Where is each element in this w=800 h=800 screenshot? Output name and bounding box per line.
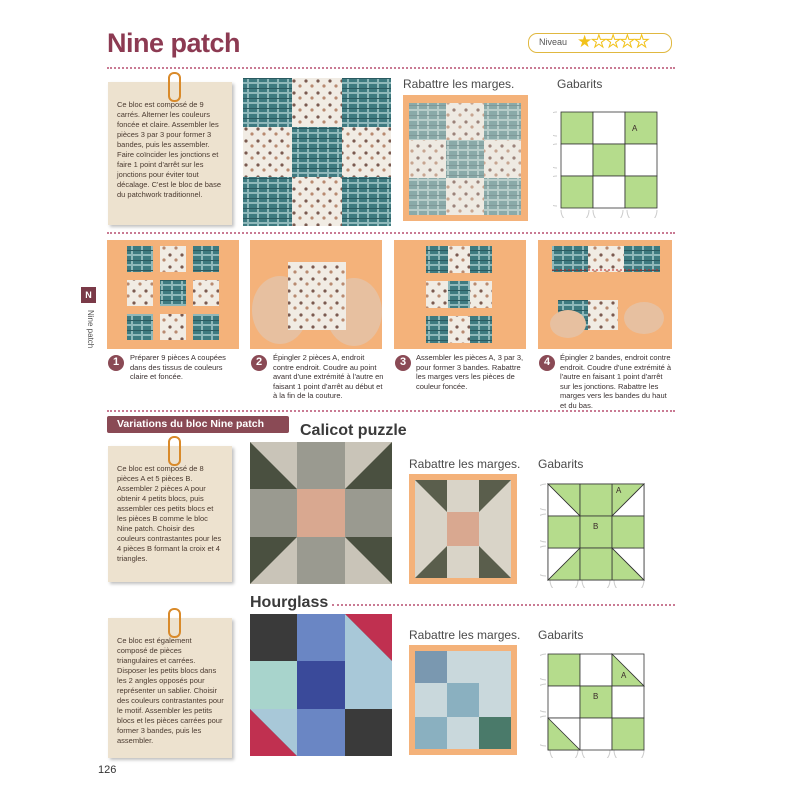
hourglass-note-text: Ce bloc est également composé de pièces triangulaires et carrées. Disposer les petits blocs dans les 2 angles opposés pour représenter un sablier. Choisir des couleurs contrastantes pour le motif. Assembler les petits blocs et les pièces carrées pour former 3 bandes, puis les assembler. [117, 636, 224, 745]
nine-patch-note [108, 82, 232, 225]
divider [107, 67, 675, 69]
nine-patch-block-photo [243, 78, 391, 226]
page-number: 126 [98, 764, 117, 776]
nine-patch-gabarit-diagram [553, 106, 665, 218]
hourglass-note [108, 618, 232, 758]
nine-patch-back-photo [403, 95, 528, 221]
nine-patch-rabattre-label: Rabattre les marges. [403, 77, 515, 91]
gabarit-label-a: A [632, 124, 638, 133]
divider [107, 410, 675, 412]
step-4-photo [538, 240, 672, 349]
calicot-gabarit-label-b: B [593, 522, 599, 531]
paperclip-icon [168, 72, 181, 102]
star-empty-icon: ★ [634, 32, 649, 51]
nine-patch-gabarits-label: Gabarits [557, 77, 603, 91]
step-3-photo [394, 240, 526, 349]
side-tab-text: Nine patch [86, 310, 95, 349]
calicot-back-photo [409, 474, 517, 584]
step-2-photo [250, 240, 382, 349]
calicot-block-photo [250, 442, 392, 584]
calicot-gabarit-diagram [540, 476, 652, 588]
hourglass-rabattre-label: Rabattre les marges. [409, 628, 521, 642]
star-empty-icon: ★ [619, 32, 634, 51]
calicot-gabarit-label-a: A [616, 486, 622, 495]
hourglass-gabarit-label-b: B [593, 692, 599, 701]
divider [107, 232, 675, 234]
calicot-gabarits-label: Gabarits [538, 457, 584, 471]
step-3-number: 3 [399, 356, 407, 368]
divider [332, 604, 675, 606]
hourglass-gabarit-label-a: A [621, 671, 627, 680]
variations-banner: Variations du bloc Nine patch [107, 416, 289, 433]
calicot-title: Calicot puzzle [300, 422, 407, 439]
calicot-rabattre-label: Rabattre les marges. [409, 457, 521, 471]
step-1-photo [107, 240, 239, 349]
step-4-number: 4 [543, 356, 551, 368]
hourglass-gabarit-diagram [540, 646, 652, 758]
hourglass-title: Hourglass [250, 594, 329, 611]
hourglass-gabarits-label: Gabarits [538, 628, 584, 642]
hourglass-block-photo [250, 614, 392, 756]
paperclip-icon [168, 436, 181, 466]
niveau-label: Niveau [539, 37, 568, 47]
niveau-rating [528, 33, 672, 53]
calicot-note [108, 446, 232, 582]
star-empty-icon: ★ [591, 32, 606, 51]
calicot-note-text: Ce bloc est composé de 8 pièces A et 5 pièces B. Assembler 2 pièces A pour obtenir 4 petits blocs, puis assembler ces petits blocs et les pièces B comme le bloc Nine patch. Choisir des couleurs contrastantes pour les 4 pièces B formant la croix et 4 triangles. [117, 464, 222, 563]
hourglass-back-photo [409, 645, 517, 755]
step-1-text: Préparer 9 pièces A coupées dans des tissus de couleurs claire et foncée. [130, 353, 226, 381]
side-tab: N [81, 287, 96, 303]
step-2-number: 2 [255, 356, 263, 368]
step-3-text: Assembler les pièces A, 3 par 3, pour former 3 bandes. Rabattre les marges vers les pièces de couleur foncée. [416, 353, 524, 391]
paperclip-icon [168, 608, 181, 638]
star-filled-icon: ★ [577, 32, 592, 51]
star-rating [577, 32, 648, 52]
step-1-number: 1 [112, 356, 120, 368]
nine-patch-note-text: Ce bloc est composé de 9 carrés. Alterner les couleurs foncée et claire. Assembler les pièces 3 par 3 pour former 3 bandes, puis les assembler. Faire coïncider les jonctions et faire 1 point d'arrêt sur les jonctions pour éviter tout décalage. C'est le bloc de base du patchwork traditionnel. [117, 100, 222, 199]
step-4-text: Épingler 2 bandes, endroit contre endroit. Coudre d'une extrémité à l'autre en faisant 1 point d'arrêt sur les jonctions. Rabattre les marges vers les bandes du haut et du bas. [560, 353, 672, 410]
star-empty-icon: ★ [605, 32, 620, 51]
step-2-text: Épingler 2 pièces A, endroit contre endroit. Coudre au point avant d'une extrémité à l'autre en faisant 1 point d'arrêt au début et à la fin de la couture. [273, 353, 384, 400]
page-title: Nine patch [107, 28, 241, 58]
